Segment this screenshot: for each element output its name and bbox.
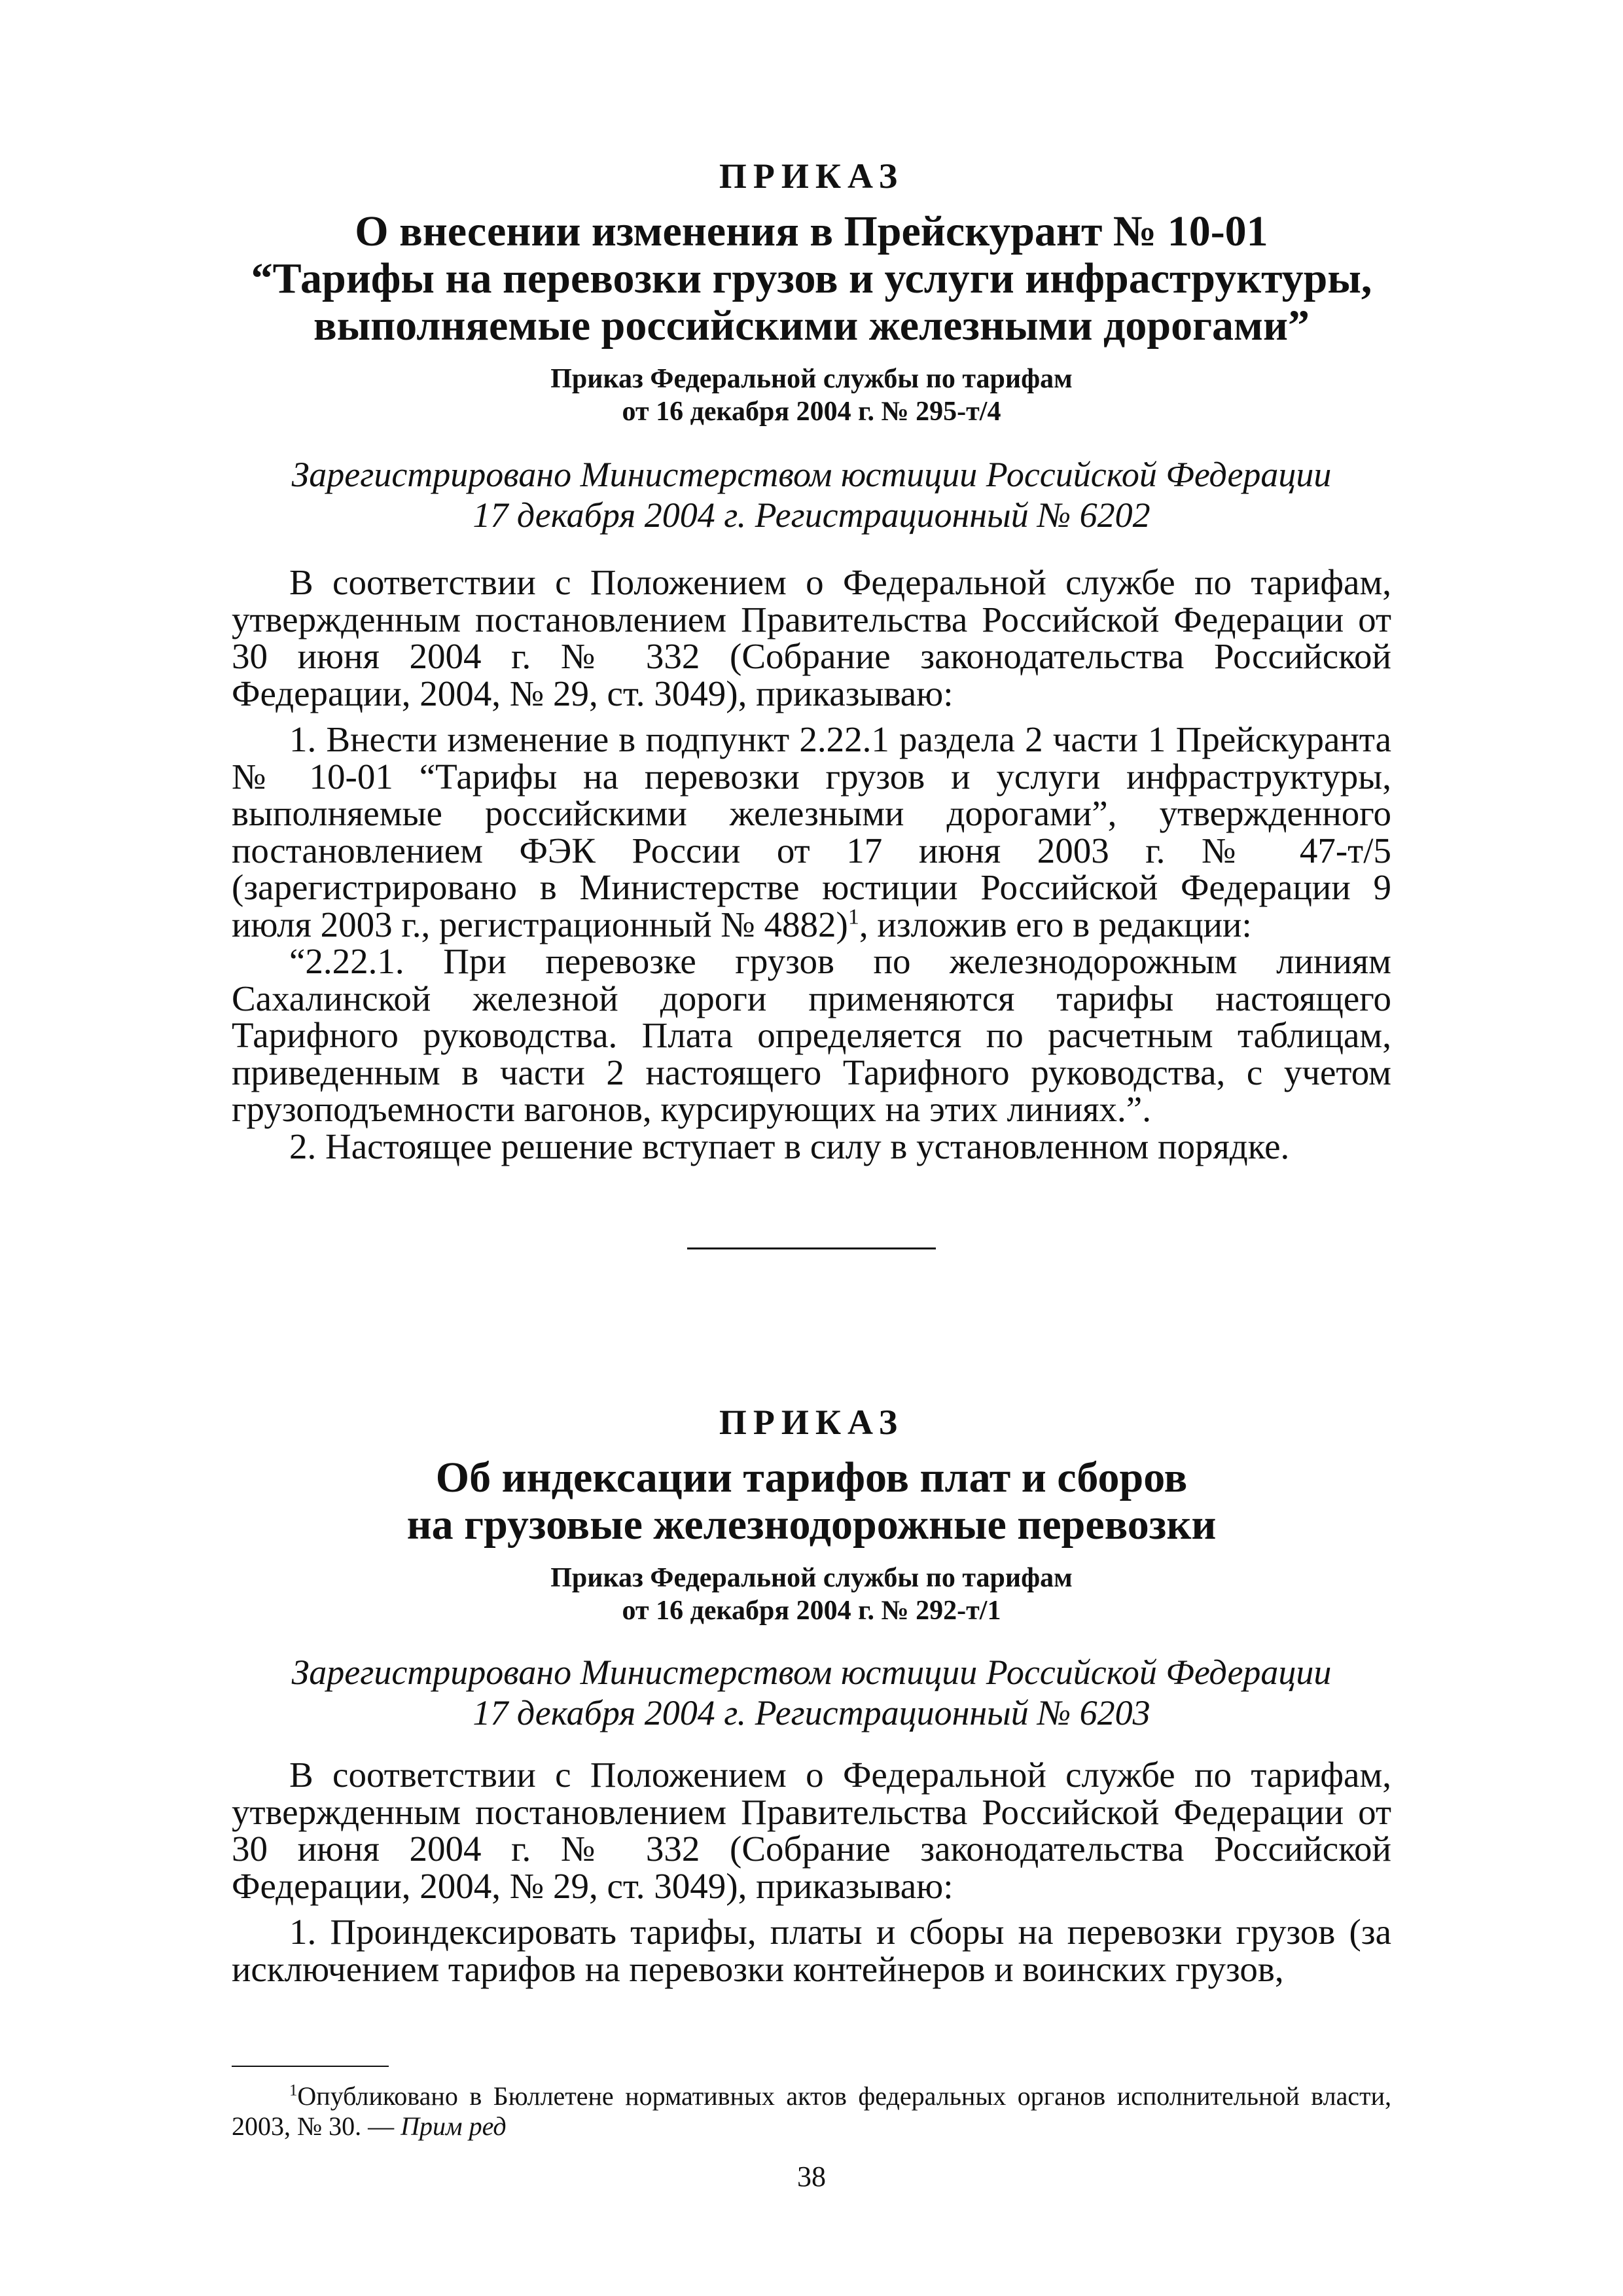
- order1-quote: “2.22.1. При перевозке грузов по железнодорожным линиям Сахалинской железной дороги применяются тарифы настоящего Тарифного руководства. Плата определяется по расчетным таблицам, приведенным в части 2 настоящего Тарифного руководства, с учетом грузоподъемности вагонов, курсирующих на этих линиях.”.: [232, 941, 1391, 1129]
- order2-registration: [0, 1652, 1623, 1733]
- footnote-reference: 1: [847, 905, 859, 929]
- footnote-text: [232, 2081, 1391, 2142]
- order2-title: [0, 1454, 1623, 1549]
- order1-heading: ПРИКАЗ: [719, 156, 904, 196]
- order2-registration-line: Зарегистрировано Министерством юстиции Российской Федерации: [291, 1653, 1332, 1692]
- footnote-mark: 1: [289, 2081, 298, 2100]
- order2-title-line: Об индексации тарифов плат и сборов: [435, 1454, 1188, 1501]
- order2-item1: 1. Проиндексировать тарифы, платы и сборы на перевозки грузов (за исключением тарифов на перевозки контейнеров и воинских грузов,: [232, 1912, 1391, 1989]
- order1-body: [232, 564, 1391, 1165]
- order1-item1-text: 1. Внести изменение в подпункт 2.22.1 раздела 2 части 1 Прейскуранта № 10-01 “Тарифы на перевозки грузов и услуги инфраструктуры, выполняемые российскими железными дорогами”, утвержденного постановлением ФЭК России от 17 июня 2003 г. № 47-т/5 (зарегистрировано в Министерстве юстиции Российской Федерации 9 июля 2003 г., регистрационный № 4882): [232, 719, 1391, 944]
- footnote: [232, 2081, 1391, 2142]
- page-number: 38: [797, 2161, 826, 2193]
- order1-title-line: “Тарифы на перевозки грузов и услуги инфраструктуры,: [251, 255, 1372, 302]
- order1-item1-tail: , изложив его в редакции:: [859, 904, 1252, 944]
- order1-item2: 2. Настоящее решение вступает в силу в установленном порядке.: [289, 1126, 1290, 1166]
- footnote-body: Опубликовано в Бюллетене нормативных актов федеральных органов исполнительной власти, 2003, № 30. —: [232, 2081, 1391, 2141]
- order1-item1: [232, 721, 1391, 943]
- order2-registration-line: 17 декабря 2004 г. Регистрационный № 6203: [473, 1693, 1150, 1732]
- footnote-editor-note: Прим ред: [401, 2111, 507, 2141]
- order1-registration: [0, 454, 1623, 535]
- order1-title-line: О внесении изменения в Прейскурант № 10-01: [355, 207, 1268, 255]
- order2-issuer-line: Приказ Федеральной службы по тарифам: [550, 1563, 1073, 1593]
- order1-registration-line: Зарегистрировано Министерством юстиции Российской Федерации: [291, 455, 1332, 494]
- section-separator: [687, 1247, 936, 1249]
- order1-issuer-line: Приказ Федеральной службы по тарифам: [550, 364, 1073, 394]
- order1-title-line: выполняемые российскими железными дорогами”: [313, 302, 1310, 350]
- footnote-separator: [232, 2066, 389, 2067]
- order1-registration-line: 17 декабря 2004 г. Регистрационный № 6202: [473, 495, 1150, 535]
- order1-issuer-line: от 16 декабря 2004 г. № 295-т/4: [622, 397, 1001, 427]
- order2-body: [232, 1757, 1391, 1988]
- order2-issuer: [0, 1562, 1623, 1627]
- order2-preamble: В соответствии с Положением о Федеральной службе по тарифам, утвержденным постановлением Правительства Российской Федерации от 30 июня 2004 г. № 332 (Собрание законодательства Российской Федерации, 2004, № 29, ст. 3049), приказываю:: [232, 1755, 1391, 1906]
- order1-title: [0, 208, 1623, 350]
- order2-heading: ПРИКАЗ: [719, 1403, 904, 1442]
- order1-preamble: В соответствии с Положением о Федеральной службе по тарифам, утвержденным постановлением Правительства Российской Федерации от 30 июня 2004 г. № 332 (Собрание законодательства Российской Федерации, 2004, № 29, ст. 3049), приказываю:: [232, 562, 1391, 713]
- order2-title-line: на грузовые железнодорожные перевозки: [406, 1501, 1217, 1549]
- order2-issuer-line: от 16 декабря 2004 г. № 292-т/1: [622, 1596, 1001, 1626]
- order1-issuer: [0, 363, 1623, 428]
